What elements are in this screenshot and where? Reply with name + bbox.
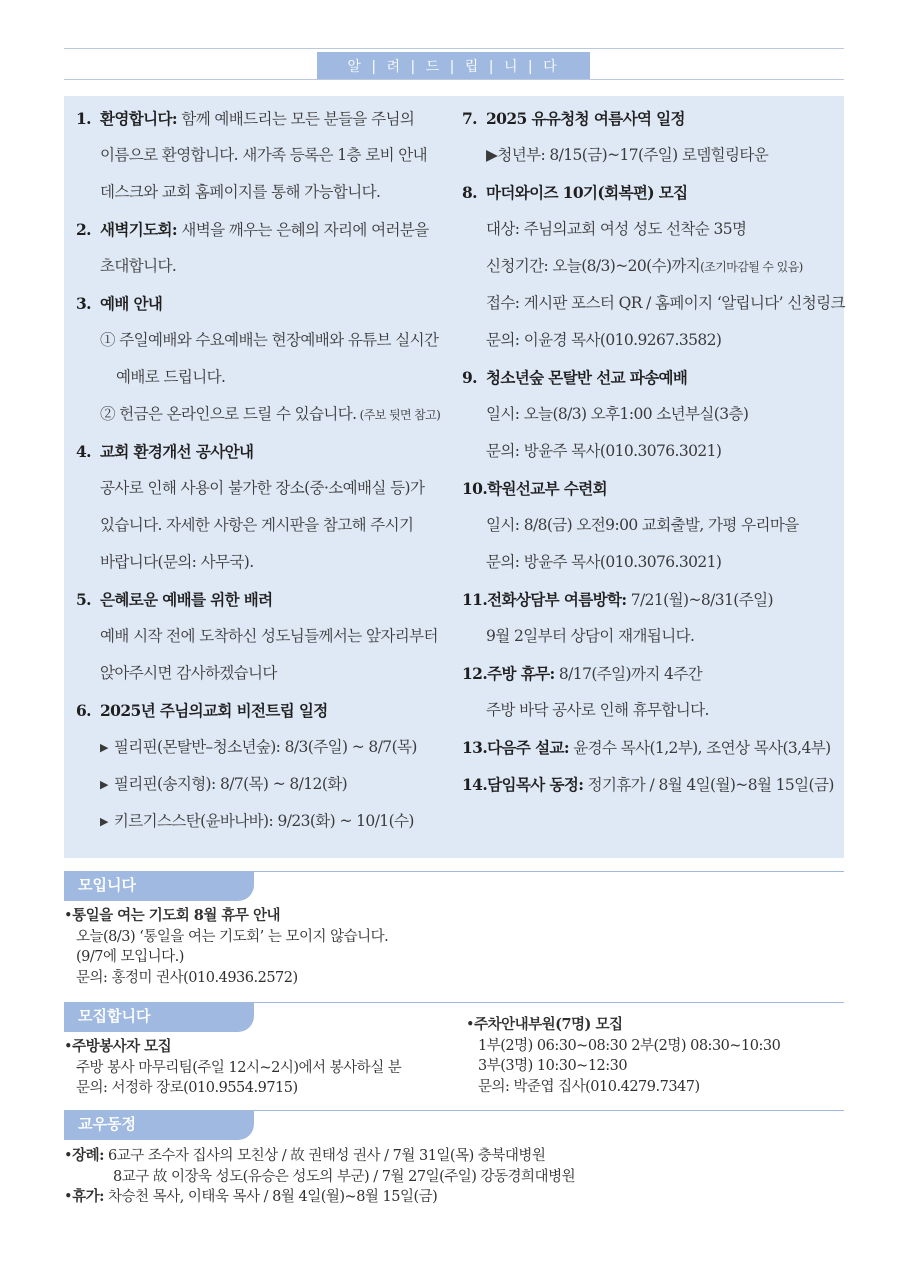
notice-body-line [76,174,462,211]
notice-text: 필리핀(몬탈반–청소년숲): 8/3(주일) ~ 8/7(목) [113,738,417,756]
recruit-left-line: 문의: 서정하 장로(010.9554.9715) [76,1080,298,1096]
notice-text: 일시: 오늘(8/3) 오후1:00 소년부실(3층) [486,405,749,423]
notice-bullet-item [76,803,462,840]
notice-number: 9. [462,368,477,387]
gather-line: 오늘(8/3) ‘통일을 여는 기도회’ 는 모이지 않습니다. [76,928,389,945]
notice-text: 필리핀(송지형): 8/7(목) ~ 8/12(화) [113,775,348,793]
notice-text: ① 주일예배와 수요예배는 현장예배와 유튜브 실시간 [100,331,439,349]
notice-column-left [76,100,462,840]
notice-body-line [462,433,840,470]
recruit-left-line: 주방 봉사 마무리팀(주일 12시~2시)에서 봉사하실 분 [76,1059,402,1076]
recruit-left-block [64,1037,401,1099]
notice-text: 앉아주시면 감사하겠습니다 [100,664,277,682]
notice-heading [76,211,462,248]
triangle-bullet-icon: ▶ [100,778,108,791]
notice-body-line [76,322,462,359]
banner-rule [64,79,844,80]
notice-number: 6. [76,701,91,720]
notice-heading [462,174,840,211]
section-tab-news: 교우동정 [64,1110,254,1140]
notice-text: 예배 시작 전에 도착하신 성도님들께서는 앞자리부터 [100,627,438,645]
recruit-right-line: 1부(2명) 06:30~08:30 2부(2명) 08:30~10:30 [478,1037,781,1054]
notice-body-line [76,359,462,396]
notice-text: 공사로 인해 사용이 불가한 장소(중·소예배실 등)가 [100,479,425,497]
notice-number: 1. [76,109,91,128]
notice-text: 일시: 8/8(금) 오전9:00 교회출발, 가평 우리마을 [486,516,799,534]
notice-body-line [76,544,462,581]
notice-title: 은혜로운 예배를 위한 배려 [100,590,273,609]
notice-heading [76,433,462,470]
notice-text: 9월 2일부터 상담이 재개됩니다. [486,627,695,645]
notice-text: 신청기간: 오늘(8/3)~20(수)까지 [486,257,701,275]
notice-heading [462,359,840,396]
notice-body-line [462,692,840,729]
notice-body-line [76,507,462,544]
notice-number: 11. [462,590,488,609]
notice-number: 2. [76,220,91,239]
notice-title: 마더와이즈 10기(회복편) 모집 [486,183,688,202]
notice-heading [462,655,840,692]
notice-text: 있습니다. 자세한 사항은 게시판을 참고해 주시기 [100,516,414,534]
notice-number: 3. [76,294,91,313]
bullet-dot: • [64,1148,73,1164]
notice-text: ▶청년부: 8/15(금)~17(주일) 로뎀힐링타운 [486,146,769,164]
bullet-dot: • [466,1017,475,1033]
notice-number: 12. [462,664,488,683]
notice-text: 문의: 방윤주 목사(010.3076.3021) [486,553,722,571]
notice-heading [76,581,462,618]
notice-text: ② 헌금은 온라인으로 드릴 수 있습니다. [100,405,357,423]
funeral-line: 8교구 故 이장욱 성도(유승은 성도의 부군) / 7월 27일(주일) 강동경희대병원 [113,1168,576,1185]
notice-number: 4. [76,442,91,461]
notice-number: 7. [462,109,477,128]
notice-title: 담임목사 동정: [487,775,584,794]
recruit-right-title: 주차안내부원(7명) 모집 [474,1016,623,1033]
notice-note: (주보 뒷면 참고) [356,408,441,422]
section-gather [64,871,844,901]
notice-title: 2025 유유청청 여름사역 일정 [486,109,685,128]
notice-body-line [76,137,462,174]
notice-heading [462,766,840,803]
notice-number: 13. [462,738,488,757]
notice-note: (조기마감될 수 있음) [700,260,803,274]
notice-body-line [76,618,462,655]
notice-text: 주방 바닥 공사로 인해 휴무합니다. [486,701,709,719]
funeral-line: 6교구 조수자 집사의 모친상 / 故 권태성 권사 / 7월 31일(목) 충북대병원 [108,1148,546,1164]
bullet-dot: • [64,1039,73,1055]
notice-heading [76,100,462,137]
notice-body-line [462,396,840,433]
section-news [64,1110,844,1140]
notice-number: 8. [462,183,477,202]
notice-text: 대상: 주님의교회 여성 성도 선착순 35명 [486,220,747,238]
notice-body-line [76,396,462,433]
notice-text: 바랍니다(문의: 사무국). [100,553,254,571]
notice-body-line [462,507,840,544]
notice-title: 예배 안내 [100,294,163,313]
notice-text: 이름으로 환영합니다. 새가족 등록은 1층 로비 안내 [100,146,428,164]
notice-title: 새벽기도회: [100,220,177,239]
triangle-bullet-icon: ▶ [100,741,108,754]
vacation-label: 휴가: [72,1188,104,1205]
notice-number: 14. [462,775,488,794]
notice-banner: 알 | 려 | 드 | 립 | 니 | 다 [317,52,590,79]
recruit-right-block [466,1015,780,1097]
notice-bullet-item [76,766,462,803]
notice-text: 함께 예배드리는 모든 분들을 주님의 [177,110,415,128]
notice-heading [462,729,840,766]
notice-column-right [462,100,845,803]
top-rule [64,48,844,49]
notice-heading [462,581,840,618]
notice-body-line [462,285,845,322]
notice-text: 데스크와 교회 홈페이지를 통해 가능합니다. [100,183,381,201]
notice-heading [462,100,840,137]
notice-text: 키르기스스탄(윤바나바): 9/23(화) ~ 10/1(수) [113,812,414,830]
notice-body-line [76,470,462,507]
notice-title: 환영합니다: [100,109,177,128]
notice-text: 문의: 방윤주 목사(010.3076.3021) [486,442,722,460]
notice-text: 예배로 드립니다. [116,368,226,386]
notice-text: 문의: 이윤경 목사(010.9267.3582) [486,331,722,349]
notice-body-line [462,248,840,285]
notice-heading [76,285,462,322]
gather-line: 문의: 홍정미 권사(010.4936.2572) [76,969,298,986]
notice-title: 청소년숲 몬탈반 선교 파송예배 [486,368,688,387]
bullet-dot: • [64,1189,73,1205]
notice-body-line [462,322,840,359]
recruit-right-line: 3부(3명) 10:30~12:30 [478,1058,628,1074]
notice-text: 새벽을 깨우는 은혜의 자리에 여러분을 [177,221,429,239]
notice-text: 윤경수 목사(1,2부), 조연상 목사(3,4부) [568,739,831,757]
section-tab-recruit: 모집합니다 [64,1002,254,1032]
notice-body-line [76,655,462,692]
notice-title: 주방 휴무: [487,664,555,683]
recruit-right-line: 문의: 박준엽 집사(010.4279.7347) [478,1078,700,1095]
notice-number: 5. [76,590,91,609]
notice-title: 다음주 설교: [487,738,569,757]
vacation-text: 차승천 목사, 이태욱 목사 / 8월 4일(월)~8월 15일(금) [108,1189,438,1205]
news-block [64,1146,575,1208]
notice-heading [76,692,462,729]
notice-text: 정기휴가 / 8월 4일(월)~8월 15일(금) [583,776,834,794]
notice-body-line [462,544,840,581]
notice-heading [462,470,840,507]
notice-title: 학원선교부 수련회 [487,479,607,498]
notice-title: 2025년 주님의교회 비전트립 일정 [100,701,328,720]
notice-text: 접수: 게시판 포스터 QR / 홈페이지 ‘알립니다’ 신청링크 [486,294,845,312]
notice-title: 전화상담부 여름방학: [487,590,627,609]
notice-text: 초대합니다. [100,257,177,275]
notice-body-line [462,211,840,248]
notice-bullet-item [76,729,462,766]
notice-text: 7/21(월)~8/31(주일) [626,591,773,609]
bullet-dot: • [64,908,73,924]
gather-title: 통일을 여는 기도회 8월 휴무 안내 [72,907,280,924]
gather-block [64,906,388,988]
gather-line: (9/7에 모입니다.) [76,949,184,965]
triangle-bullet-icon: ▶ [100,815,108,828]
notice-number: 10. [462,479,488,498]
notice-body-line [76,248,462,285]
notice-text: 8/17(주일)까지 4주간 [554,665,703,683]
recruit-left-title: 주방봉사자 모집 [72,1038,172,1055]
notice-title: 교회 환경개선 공사안내 [100,442,254,461]
notice-body-line [462,137,840,174]
section-tab-gather: 모입니다 [64,871,254,901]
notice-body-line [462,618,840,655]
funeral-label: 장례: [72,1147,104,1164]
